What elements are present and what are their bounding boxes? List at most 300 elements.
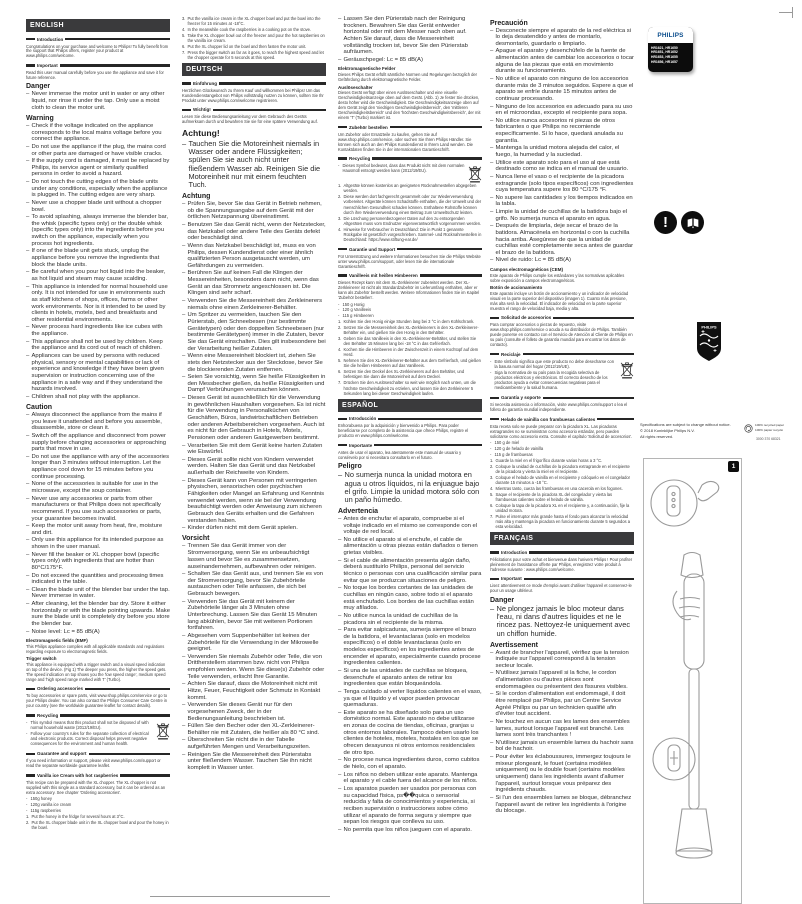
section-heading — [490, 417, 634, 422]
step-number: 4. — [490, 485, 494, 491]
rule-bar — [26, 714, 35, 716]
step-text: Mientras tanto, cueza las frambuesas en una cacerola en los fogones. — [495, 485, 623, 491]
rule-bar — [338, 274, 347, 276]
safety-bullet: – Dieses Gerät ist ausschließlich für die Verwendung in gewöhnlichen Haushalten vorgesehen. Es ist nicht für die Verwendung in Personalküchen von Geschäften, Büros, landwirtschaftlichen Betrieben oder anderen Arbeitsbereichen vorgesehen. Auch ist es nicht für den Gebrauch in Hotels, Motels, Pensionen oder anderen Gastgewerben bestimmt. — [182, 395, 326, 442]
model-numbers — [648, 43, 693, 68]
numbered-step — [182, 50, 326, 60]
paragraph: Si necesita asistencia o información, visite www.philips.com/support o lea el folleto de garantía mundial independiente. — [490, 402, 628, 413]
step-text: Coloque el helado de vainilla en el recipiente y colóquelo en el congelador durante 15 minutos a -18 °C. — [495, 474, 631, 485]
section-heading — [338, 273, 482, 278]
safety-bullet: – If the supply cord is damaged, it must be replaced by Philips, its service agent or similarly qualified persons in order to avoid a hazard. — [26, 158, 170, 178]
recycling-item: - Siga la normativa de su país para la recogida selectiva de productos eléctricos y electrónicos. El correcto desecho de los productos ayuda a evitar consecuencias negativas para el medioambiente y la salud humana. — [490, 370, 617, 390]
rule-bar — [490, 551, 499, 553]
list-item: - 115 g de frambuesas — [490, 452, 634, 457]
step-number: 4. — [182, 27, 186, 33]
safety-bullet: – Si le cordon d'alimentation est endommagé, il doit être remplacé par Philips, par un Centre Service Agréé Philips ou par un technicien qualifié afin d'éviter tout accident. — [490, 691, 634, 718]
sub-heading: Auslöseschalter — [338, 84, 373, 90]
danger-bullet: – Ne plongez jamais le bloc moteur dans l'eau, ni dans d'autres liquides et ne le rincez pas. Nettoyez-le uniquement avec un chiffon humide. — [490, 605, 634, 638]
rule-bar — [543, 397, 634, 399]
safety-bullet: – Ne touchez en aucun cas les lames des ensembles lames, surtout lorsque l'appareil est branché. Les lames sont très tranchantes ! — [490, 719, 634, 739]
safety-bullet: – Para evitar salpicaduras, sumerja siempre el brazo de la batidora, el levantaclaras (solo en modelos específicos) o el doble levantaclaras (solo en modelos específicos) en los ingredientes antes de encender el aparato, especialmente cuando procese ingredientes calientes. — [338, 627, 482, 667]
rule-bar — [26, 64, 35, 66]
safety-bullet: – To avoid splashing, always immerse the blender bar, the whisk (specific types only) or the double whisk (specific types only) into the ingredients before you switch on the appliance, especially when you process hot ingredients. — [26, 214, 170, 247]
step-number: 5. — [182, 33, 186, 39]
step-text: Nehmen Sie den XL-Zerkleinerer-Behälter aus dem Gefrierfach, und gießen Sie die heißen Himbeeren auf das Vanilleeis. — [343, 358, 481, 369]
safety-bullet: – After cleaning, let the blender bar dry. Store it either horizontally or with the blade pointing upwards. Make sure the blade unit is completely dry before you store the blender bar. — [26, 601, 170, 628]
paragraph: Antes de usar el aparato, lea atentamente este manual de usuario y consérvelo por si necesitara consultarlo en el futuro. — [338, 449, 462, 460]
section-heading-label: Ordering accessories — [37, 686, 84, 692]
safety-heading: Avertissement — [490, 641, 538, 649]
safety-bullet: – Mantenga la unidad motora alejada del calor, el fuego, la humedad y la suciedad. — [490, 145, 634, 158]
rule-bar — [26, 688, 35, 690]
rule-bar — [490, 353, 499, 355]
recycling-row — [490, 359, 634, 391]
crop-mark-line — [779, 12, 793, 13]
numbered-step — [338, 380, 482, 395]
crop-mark-line — [792, 7, 793, 18]
paragraph: Enhorabuena por la adquisición y bienvenido a Philips. Para poder beneficiarse por completo de la asistencia que ofrece Philips, registre el producto en www.philips.com/welcome. — [338, 423, 469, 439]
safety-bullet: – No utilice el aparato si el enchufe, el cable de alimentación u otras piezas están dañados o tienen grietas visibles. — [338, 537, 482, 557]
safety-bullet: – Appliances can be used by persons with reduced physical, sensory or mental capabilities or lack of experience and knowledge if they have been given supervision or instruction concerning use of the appliance in a safe way and if they understand the hazards involved. — [26, 353, 170, 393]
figure-number-tab: 1 — [728, 461, 739, 472]
rule-bar — [65, 38, 170, 40]
safety-bullet: – Do not use the appliance with any of the accessories longer than 3 minutes without interruption. Let the appliance cool down for 15 minutes before you continue processing. — [26, 454, 170, 481]
numbered-step — [182, 44, 326, 49]
safety-heading: Achtung — [182, 193, 211, 201]
safety-bullet: – Avant de brancher l'appareil, vérifiez que la tension indiquée sur l'appareil correspond à la tension secteur locale. — [490, 650, 634, 670]
numbered-step — [338, 183, 482, 193]
step-text: Put the vanilla ice cream in the XL chopper bowl and put the bowl into the freezer for 15 minutes at -18°C. — [187, 16, 321, 27]
step-text: Die Löschung personenbezogener Daten auf den zu entsorgenden Altgeräten muss vom Endnutzer eigenverantwortlich vorgenommen werden. — [343, 215, 482, 226]
step-number: 1. — [490, 457, 494, 463]
rule-bar — [490, 418, 499, 420]
safety-bullet: – No utilice nunca la unidad de cuchillas de la picadora sin el recipiente de la misma. — [338, 613, 482, 626]
section-heading — [182, 107, 326, 112]
sub-heading: Botón de accionamiento — [490, 285, 543, 291]
safety-heading: Precaución — [490, 19, 528, 27]
rule-bar — [182, 82, 191, 84]
safety-bullet: – Abgesehen vom Suppenbehälter ist keines der Zubehörteile für die Verwendung in der Mikrowelle geeignet. — [182, 633, 326, 653]
rule-bar — [523, 353, 634, 355]
recycling-items — [490, 359, 617, 391]
safety-bullet: – Never use a chopper blade unit without a chopper bowl. — [26, 200, 170, 213]
safety-bullet: – Nivel de ruido: Lc = 85 dB(A) — [490, 257, 634, 264]
step-text: Put the XL chopper blade unit in the XL chopper bowl and pour the honey in the bowl. — [31, 819, 169, 830]
safety-heading: Warning — [26, 114, 54, 122]
rule-bar — [553, 317, 634, 319]
specs-line: Specifications are subject to change without notice. — [640, 422, 731, 427]
section-heading-label: Recycling — [37, 712, 59, 718]
section-heading-label: Recycling — [349, 156, 371, 162]
list-item: - 150 g de miel — [490, 440, 634, 445]
paragraph: Dieses Rezept kann mit dem XL-Zerkleinerer zubereitet werden. Der XL-Zerkleinerer ist nicht als Standardzubehör im Lieferumfang enthalten, aber er kann als Zubehör bestellt werden. Weitere Informationen finden Sie im Kapitel 'Zubehör bestellen'. — [338, 280, 480, 300]
rule-bar — [529, 551, 634, 553]
sub-heading: Trigger switch — [26, 656, 57, 662]
list-item: - 150g honey — [26, 796, 170, 801]
paragraph: Esta receta solo se puede preparar con la picadora XL. Las picadoras extragrandes no se suministran como accesorio estándar, pero pueden solicitarse como accesorio extra. Consulte el capítulo 'Solicitud de accesorios'. — [490, 423, 633, 439]
paragraph: Este aparato de Philips cumple los estándares y las normativas aplicables sobre exposición a campos electromagnéticos. — [490, 272, 625, 283]
section-heading — [26, 686, 170, 691]
rule-bar — [420, 274, 482, 276]
rule-bar — [26, 38, 35, 40]
safety-bullet: – Tenga cuidado al verter líquidos calientes en el vaso, ya que el líquido y el vapor pueden provocar quemaduras. — [338, 689, 482, 709]
safety-bullet: – Um Spritzer zu vermeiden, tauchen Sie den Pürierstab, den Schneebesen (nur bestimmte Gerätetypen) oder den doppelten Schneebesen (nur bestimmte Gerätetypen) immer in die Zutaten, bevor Sie das Gerät einschalten. Dies gilt insbesondere bei der Verarbeitung heißer Zutaten. — [182, 312, 326, 352]
section-heading-label: Important — [501, 576, 522, 582]
recycling-items — [26, 720, 153, 747]
rule-bar — [490, 317, 499, 319]
list-item: - 150 g Honig — [338, 302, 482, 307]
rights-line: All rights reserved. — [640, 433, 674, 439]
safety-heading: Caution — [26, 404, 53, 411]
safety-bullet: – Verwenden Sie dieses Gerät nur für den vorgesehenen Zweck, der in der Bedienungsanleitung beschrieben ist. — [182, 702, 326, 722]
step-number: 5. — [338, 358, 342, 364]
section-heading-label: Vanilla ice Cream with hot raspberries — [37, 772, 119, 778]
section-heading — [490, 315, 634, 320]
numbered-step — [26, 820, 170, 830]
safety-bullet: – Do not touch the cutting edges of the blade units under any conditions, especially when the appliance is plugged in. The cutting edges are very sharp. — [26, 179, 170, 199]
rule-bar — [374, 444, 482, 446]
paragraph: If you need information or support, please visit www.philips.com/support or read the separate worldwide guarantee leaflet. — [26, 758, 161, 769]
safety-bullet: – Apague el aparato y desenchúfelo de la fuente de alimentación antes de cambiar los accesorios o tocar alguna de las piezas que está en movimiento durante su funcionamiento. — [490, 48, 634, 75]
safety-heading: Achtung! — [182, 128, 220, 139]
safety-bullet: – Never use any accessories or parts from other manufacturers or that Philips does not specifically recommend. If you use such accessories or parts, your guarantee becomes invalid. — [26, 496, 170, 523]
warning-circle-icon: ! — [654, 211, 677, 234]
safety-bullet: – Verarbeiten Sie mit dem Gerät keine harten Zutaten wie Eiswürfel. — [182, 443, 326, 456]
step-number: 3. — [490, 474, 494, 480]
step-text: Hinweise für Verbraucher in Deutschland: Die in Punkt 1 genannte Rückgabe ist gesetzlich vorgeschrieben. Sammel- und Rücknahmestellen in Deutschland: https://www.stiftung-ear.de/ — [343, 226, 482, 242]
step-text: Put the honey in the fridge for several hours at 3°C. — [31, 813, 125, 819]
safety-bullet: – Desconecte siempre el aparato de la red eléctrica si lo deja desatendido y antes de montarlo, desmontarlo, guardarlo o limpiarlo. — [490, 28, 634, 48]
safety-bullet: – Nunca llene el vaso o el recipiente de la picadora extragrande (solo tipos específicos) con ingredientes cuya temperatura supere los 80 °C/175 °F. — [490, 174, 634, 194]
rule-bar — [490, 578, 499, 580]
section-heading-label: Introduction — [501, 549, 528, 555]
paragraph: Um Zubehör oder Ersatzteile zu kaufen, gehen Sie auf www.shop.philips.com/service, oder suchen Sie Ihren Philips Händler. Sie können sich auch an den Philips Kundendienst in Ihrem Land wenden. Die Kontaktdaten finden Sie in der internationalen Garantieschrift. — [338, 131, 473, 152]
numbered-step — [490, 464, 634, 474]
section-heading-label: Introduction — [37, 36, 64, 42]
safety-bullet: – None of the accessories is suitable for use in the microwave, except the soup container. — [26, 481, 170, 494]
step-number: 1. — [338, 318, 342, 324]
safety-bullet: – No permita que los niños jueguen con el aparato. — [338, 827, 482, 834]
safety-bullet: – Überschreiten Sie nicht die in der Tabelle aufgeführten Mengen und Verarbeitungszeiten. — [182, 737, 326, 750]
step-text: Setzen Sie die Messereinheit des XL-Zerkleinerers in den XL-Zerkleinerer-Behälter ein, und gießen Sie den Honig in den Behälter. — [343, 324, 479, 336]
step-text: In the meanwhile cook the raspberries in a cooking pot on the stove. — [187, 27, 312, 33]
paragraph: Para comprar accesorios o piezas de repuesto, visite www.shop.philips.com/service o acuda a su distribuidor de Philips. También puede ponerse en contacto con el Servicio de Atención al Cliente de Philips en su país (consulte el folleto de garantía mundial para encontrar los datos de contacto). — [490, 322, 633, 348]
safety-bullet: – Ninguno de los accesorios es adecuado para su uso en el microondas, excepto el recipiente para sopa. — [490, 104, 634, 117]
safety-bullet: – Lassen Sie den Pürierstab nach der Reinigung trocknen. Bewahren Sie das Gerät entweder horizontal oder mit dem Messer nach oben auf. Achten Sie darauf, dass die Messereinheit vollständig trocken ist, bevor Sie den Pürierstab aufräumen. — [338, 16, 482, 56]
sub-heading: Elektromagnetische Felder — [338, 66, 396, 72]
step-number: 1. — [26, 813, 30, 819]
section-heading-label: Helado de vainilla con frambuesas calientes — [501, 416, 596, 422]
rule-bar — [490, 397, 499, 399]
weee-bin-icon — [156, 721, 170, 740]
safety-bullet: – Dieses Gerät kann von Personen mit verringerten physischen, sensorischen oder psychischen Fähigkeiten oder Mangel an Erfahrung und Kenntnis verwendet werden, wenn sie bei der Verwendung beaufsichtigt werden oder Anweisung zum sicheren Gebrauch des Geräts erhalten und die Gefahren verstanden haben. — [182, 478, 326, 525]
section-heading-label: Vanilleeis mit heißen Himbeeren — [349, 273, 418, 279]
safety-bullet: – No supere las cantidades y los tiempos indicados en la tabla. — [490, 195, 634, 208]
text-column-3 — [338, 16, 482, 898]
recycling-item: - Dieses Symbol bedeutet, dass das Produkt nicht mit dem normalen Hausmüll entsorgt werden kann (2012/19/EU). — [338, 163, 465, 173]
rule-bar — [89, 753, 170, 755]
rule-bar — [120, 774, 170, 776]
safety-bullet: – Seien Sie vorsichtig, wenn Sie heiße Flüssigkeiten in den Messbecher gießen, da heiße Flüssigkeiten und Dampf Verbrühungen verursachen können. — [182, 374, 326, 394]
list-item: - 120 g Vanilleeis — [338, 307, 482, 312]
section-heading — [26, 63, 170, 68]
safety-heading: Danger — [490, 596, 515, 604]
step-text: Put the XL chopper lid on the bowl and then fasten the motor unit. — [187, 44, 307, 50]
step-text: Kühlen Sie den Honig einige Stunden lang bei 3 °C in dem Kühlschrank. — [343, 318, 475, 324]
safety-bullet: – Schalten Sie das Gerät aus, und trennen Sie es von der Stromversorgung, bevor Sie Zubehörteile austauschen oder Teile anfassen, die sich bei Gebrauch bewegen. — [182, 571, 326, 598]
safety-bullet: – Wenn eine Messereinheit blockiert ist, ziehen Sie stets den Netzstecker aus der Steckdose, bevor Sie die blockierenden Zutaten entfernen. — [182, 353, 326, 373]
section-heading-label: Garantía y soporte — [501, 395, 541, 401]
recycling-row — [338, 163, 482, 183]
safety-bullet: – N'utilisez jamais l'appareil si la fiche, le cordon d'alimentation ou d'autres pièces sont endommagées ou présentent des fissures visibles. — [490, 670, 634, 690]
step-text: Press the bigger switch as far as it goes, to reach the highest speed and let the chopper operate for 5 seconds at this speed. — [187, 50, 324, 61]
step-number: 3. — [182, 16, 186, 21]
safety-bullet: – Este aparato se ha diseñado solo para un uso doméstico normal. Este aparato no debe utilizarse en zonas de cocina de tiendas, oficinas, granjas u otros entornos laborales. Tampoco deben usarlo los clientes de hoteles, moteles, hostales en los que se ofrecen desayunos ni otros entornos residenciales de otro tipo. — [338, 710, 482, 757]
step-text: Setzen Sie den Deckel des XL-Zerkleinerers auf den Behälter, und befestigen Sie dann die Motoreinheit auf dem Deckel. — [343, 369, 465, 380]
hand-blender-drawing — [644, 459, 741, 903]
safety-bullet: – Kinder dürfen nicht mit dem Gerät spielen. — [182, 525, 326, 532]
section-heading — [490, 352, 634, 357]
safety-bullet: – Si l'un des ensembles lames se bloque, débranchez l'appareil avant de retirer les ingrédients à l'origine du blocage. — [490, 795, 634, 815]
numbered-step — [338, 227, 482, 242]
numbered-step — [490, 475, 634, 485]
safety-bullet: – Never immerse the motor unit in water or any other liquid, nor rinse it under the tap. Only use a moist cloth to clean the motor unit. — [26, 91, 170, 111]
text-column-1 — [26, 16, 170, 898]
weee-bin-icon — [468, 164, 482, 183]
language-header-deutsch: DEUTSCH — [182, 63, 326, 76]
section-heading — [338, 416, 482, 421]
safety-bullet: – Dieses Gerät sollte nicht von Kindern verwendet werden. Halten Sie das Gerät und das Netzkabel außerhalb der Reichweite von Kindern. — [182, 457, 326, 477]
model-line: HR1653, HR1655 — [651, 55, 678, 60]
safety-bullet: – Si el cable de alimentación presenta algún daño, deberá sustituirlo Philips, personal del servicio técnico o personas con una cualificación similar para evitar que se produzcan situaciones de peligro. — [338, 558, 482, 585]
list-item: - 115 g Himbeeren — [338, 313, 482, 318]
rule-bar — [338, 444, 347, 446]
step-text: Pulse el interruptor más grande hasta el fondo para alcanzar la velocidad más alta y mantenga la picadora en funcionamiento durante 5 segundos a esta velocidad. — [495, 514, 631, 530]
section-heading-label: Einführung — [193, 80, 217, 86]
weee-bin-icon — [620, 360, 634, 379]
step-number: 2. — [490, 463, 494, 469]
paragraph: Félicitations pour votre achat et bienvenue dans l'univers Philips ! Pour profiter pleinement de l'assistance offerte par Philips, enregistrez votre produit à l'adresse suivante : www.philips.com/welcome. — [490, 556, 633, 572]
rule-bar — [378, 418, 482, 420]
safety-heading: Vorsicht — [182, 535, 210, 543]
step-text: Altgeräte können kostenlos an geeigneten Rücknahmestellen abgegeben werden. — [343, 183, 477, 194]
numbered-step — [338, 325, 482, 335]
section-heading-label: Important — [37, 62, 58, 68]
safety-bullet: – Benutzen Sie das Gerät nicht, wenn der Netzstecker, das Netzkabel oder andere Teile des Geräts defekt oder beschädigt sind. — [182, 222, 326, 242]
step-text: Guarde la miel en el frigorífico durante varias horas a 3 °C. — [495, 457, 603, 463]
text-column-2 — [182, 16, 326, 898]
paragraph: Lisez attentivement ce mode d'emploi avant d'utiliser l'appareil et conservez-le pour un usage ultérieur. — [490, 583, 632, 594]
step-text: Drücken Sie den Auslöseschalter so weit wie möglich nach unten, um die höchste Geschwindigkeit zu erzielen, und lassen Sie den Zerkleinerer 5 Sekunden lang bei dieser Geschwindigkeit laufen. — [343, 380, 476, 396]
paragraph: Lesen Sie diese Bedienungsanleitung vor dem Gebrauch des Geräts aufmerksam durch und bewahren Sie sie für eine spätere Verwendung auf. — [182, 114, 318, 125]
numbered-step — [490, 514, 634, 529]
section-heading — [338, 443, 482, 448]
safety-bullet: – Always disconnect the appliance from the mains if you leave it unattended and before you assemble, disassemble, store or clean it. — [26, 412, 170, 432]
numbered-step — [338, 216, 482, 226]
step-number: 7. — [338, 380, 342, 386]
section-heading — [182, 81, 326, 86]
safety-bullet: – Never fill the beaker or XL chopper bowl (specific types only) with ingredients that are hotter than 80°C/175°F. — [26, 552, 170, 572]
paragraph: To buy accessories or spare parts, visit www.shop.philips.com/service or go to your Philips dealer. You can also contact the Philips Consumer Care Centre in your country (see the worldwide guarantee leaflet for contact details). — [26, 693, 168, 709]
safety-bullet: – N'utilisez jamais un ensemble lames du hachoir sans bol de hachoir. — [490, 740, 634, 753]
safety-bullet: – Geräuschpegel: Lc = 85 dB(A) — [338, 57, 482, 64]
numbered-step — [338, 336, 482, 346]
list-item: - 115g raspberries — [26, 808, 170, 813]
section-heading — [26, 713, 170, 718]
section-heading — [338, 156, 482, 161]
section-heading-label: Solicitud de accesorios — [501, 315, 552, 321]
print-crop-mark — [779, 7, 797, 19]
safety-bullet: – Trennen Sie das Gerät immer von der Stromversorgung, wenn Sie es unbeaufsichtigt lassen und bevor Sie es zusammensetzen, auseinandernehmen, aufbewahren oder reinigen. — [182, 543, 326, 570]
rule-bar — [524, 578, 634, 580]
sub-heading: Electromagnetic fields (EMF) — [26, 638, 88, 644]
svg-text:PHILIPS: PHILIPS — [701, 324, 717, 330]
safety-bullet: – Utilice este aparato solo para el uso al que está destinado como se indica en el manual de usuario. — [490, 160, 634, 173]
safety-bullet: – Verwenden Sie die Messereinheit des Zerkleinerers niemals ohne einen Zerkleinerer-Behälter. — [182, 298, 326, 311]
section-heading-label: Importante — [349, 442, 373, 448]
numbered-step — [490, 503, 634, 513]
safety-heading: Advertencia — [338, 507, 379, 515]
safety-bullet: – Pour éviter les éclaboussures, immergez toujours le mixeur plongeant, le fouet (certains modèles uniquement) ou le double fouet (certains modèles uniquement) dans les ingrédients avant d'allumer l'appareil, surtout lorsque vous préparez des ingrédients chauds. — [490, 754, 634, 794]
numbered-step — [490, 486, 634, 491]
language-header-english: ENGLISH — [26, 19, 170, 32]
language-header-espa-ol: ESPAÑOL — [338, 399, 482, 412]
sub-heading: Campos electromagnéticos (CEM) — [490, 266, 564, 272]
section-heading — [490, 395, 634, 400]
rule-bar — [338, 418, 347, 420]
step-text: Kochen Sie die Himbeeren in der Zwischenzeit in einem Kochtopf auf dem Herd. — [343, 347, 479, 358]
safety-bullet: – Check if the voltage indicated on the appliance corresponds to the local mains voltage before you connect the appliance. — [26, 123, 170, 143]
rule-bar — [338, 126, 347, 128]
safety-bullet: – Reinigen Sie die Messereinheit des Pürierstabs unter fließendem Wasser. Tauchen Sie ihn nicht komplett in Wasser unter. — [182, 752, 326, 772]
specifications-note — [640, 422, 744, 439]
section-heading — [338, 125, 482, 130]
safety-bullet: – Noise level: Lc = 85 dB(A) — [26, 629, 170, 636]
section-heading-label: Introducción — [349, 416, 377, 422]
safety-bullet: – Después de limpiarla, deje secar el brazo de la batidora. Almacénela en horizontal o con la cuchilla hacia arriba. Asegúrese de que la unidad de cuchillas esté completamente seca antes de guardar el brazo de la batidora. — [490, 223, 634, 256]
safety-bullet: – Wenn das Netzkabel beschädigt ist, muss es von Philips, dessen Kundendienst oder einer ähnlich qualifizierten Person ausgetauscht werden, um Gefährdungen zu vermeiden. — [182, 243, 326, 270]
model-line: HR1621, HR1650 — [651, 45, 678, 50]
paragraph: This appliance is equipped with a trigger switch and a visual speed indication on top of the device. (Fig 1) The deeper you press, the higher the speed gets. The speed indication on top shows you the 'low speed range', medium speed range and 'high speed range marked with T' (Turbo). — [26, 662, 167, 682]
safety-bullet: – No toque los bordes cortantes de las unidades de cuchillas en ningún caso, sobre todo si el aparato está enchufado. Los bordes de las cuchillas están muy afilados. — [338, 585, 482, 612]
paragraph: Für Unterstützung und weitere Informationen besuchen Sie die Philips Website unter www.philips.com/support, oder lesen Sie die internationale Garantieschrift. — [338, 253, 481, 269]
paragraph: Dieses Philips Gerät erfüllt sämtliche Normen und Regelungen bezüglich der Gefährdung durch elektromagnetische Felder. — [338, 71, 478, 82]
safety-bullet: – Only use this appliance for its intended purpose as shown in the user manual. — [26, 537, 170, 550]
section-heading-label: Guarantee and support — [37, 751, 87, 757]
step-number: 5. — [490, 491, 494, 497]
safety-heading: Danger — [26, 83, 51, 91]
step-number: 7. — [490, 514, 494, 520]
safety-bullet: – No utilice el aparato con ninguno de los accesorios durante más de 3 minutos seguidos. Espere a que el aparato se enfríe durante 15 minutos antes de continuar procesando. — [490, 76, 634, 103]
rule-bar — [85, 688, 170, 690]
safety-bullet: – If one of the blade unit gets stuck, unplug the appliance before you remove the ingredients that block the blade units. — [26, 248, 170, 268]
list-item: - 120 g de helado de vainilla — [490, 446, 634, 451]
numbered-step — [26, 814, 170, 819]
safety-bullet: – Los aparatos pueden ser usados por personas con su capacidad física, ps��quica o sensorial reducida y falta de conocimientos y experiencia, si reciben supervisión o instrucciones sobre cómo utilizar el aparato de forma segura y siempre que sepan los riesgos que conlleva su uso. — [338, 786, 482, 826]
safety-bullet: – Never process hard ingredients like ice cubes with the appliance. — [26, 324, 170, 337]
paragraph: Read this user manual carefully before you use the appliance and save it for future reference. — [26, 69, 164, 80]
rule-bar — [390, 126, 482, 128]
safety-bullet: – Be careful when you pour hot liquid into the beaker, as hot liquid and steam may cause scalding. — [26, 269, 170, 282]
rule-bar — [60, 714, 170, 716]
recycling-item: - Este símbolo significa que este producto no debe desecharse con la basura normal del hogar (2012/19/UE). — [490, 359, 617, 369]
step-number: 2. — [338, 324, 342, 330]
paragraph: Dieses Gerät verfügt über einen Auslöseschalter und eine visuelle Geschwindigkeitsanzeige oben auf dem Gerät. (Abb. 1) Je fester Sie drücken, desto höher wird die Geschwindigkeit. Die Geschwindigkeitsanzeige oben auf dem Gerät zeigt den 'niedrigen Geschwindigkeitsbereich', den 'mittleren Geschwindigkeitsbereich' und den 'höchsten Geschwindigkeitsbereich', der mit einem 'T' (Turbo) markiert ist. — [338, 90, 481, 121]
step-number: 4. — [338, 226, 342, 232]
figure-1-illustration — [643, 458, 742, 904]
rule-bar — [60, 64, 170, 66]
rule-bar — [397, 248, 482, 250]
danger-bullet: – Tauchen Sie die Motoreinheit niemals in Wasser oder andere Flüssigkeiten; spülen Sie sie auch nicht unter fließendem Wasser ab. Reinigen Sie die Motoreinheit nur mit einem feuchten Tuch. — [182, 140, 326, 190]
safety-bullet: – Clean the blade unit of the blender bar under the tap. Never immerse in water. — [26, 587, 170, 600]
paragraph: Congratulations on your purchase and welcome to Philips! To fully benefit from the support that Philips offers, register your product at www.philips.com/welcome. — [26, 43, 169, 59]
copyright-line: © 2018 Koninklijke Philips N.V. — [640, 427, 695, 433]
step-number: 6. — [182, 44, 186, 50]
step-number: 2. — [26, 819, 30, 825]
safety-bullet: – Prüfen Sie, bevor Sie das Gerät in Betrieb nehmen, ob die Spannungsangabe auf dem Gerät mit der örtlichen Netzspannung übereinstimmt. — [182, 201, 326, 221]
safety-bullet: – Do not use the appliance if the plug, the mains cord or other parts are damaged or have visible cracks. — [26, 144, 170, 157]
step-number: 3. — [338, 336, 342, 342]
philips-wordmark: PHILIPS — [648, 27, 693, 43]
numbered-step — [338, 319, 482, 324]
list-item: - 120g vanilla ice cream — [26, 802, 170, 807]
step-text: Geben Sie das Vanilleeis in den XL-Zerkleinerer-Behälter, und stellen Sie den Behälter 15 Minuten lang bei -18 °C in das Gefrierfach. — [343, 336, 477, 347]
safety-bullet: – Verwenden Sie niemals Zubehör oder Teile, die von Drittherstellern stammen bzw. nicht von Philips empfohlen werden. Wenn Sie diese(s) Zubehör oder Teile verwenden, erlischt Ihre Garantie. — [182, 654, 326, 681]
numbered-step — [338, 194, 482, 214]
document-code: 3000 370 68321 — [756, 437, 781, 441]
recycling-item: - This symbol means that this product shall not be disposed of with normal household waste (2012/19/EU). — [26, 720, 153, 730]
step-text: Saque el recipiente de la picadora XL del congelador y vierta las frambuesas calientes sobre el helado de vainilla. — [495, 491, 613, 503]
recycling-section — [490, 352, 634, 391]
recycled-paper-note — [744, 423, 800, 433]
danger-bullet: – No sumerja nunca la unidad motora en agua u otros líquidos, ni la enjuague bajo el grifo. Limpie la unidad motora sólo con un paño húmedo. — [338, 471, 482, 504]
paragraph: This Philips appliance complies with all applicable standards and regulations regarding exposure to electromagnetic fields. — [26, 643, 165, 654]
rule-bar — [26, 774, 35, 776]
section-heading — [26, 37, 170, 42]
safety-bullet: – Berühren Sie auf keinen Fall die Klingen der Messereinheiten, besonders dann nicht, wenn das Gerät an das Stromnetz angeschlossen ist. Die Klingen sind sehr scharf. — [182, 270, 326, 297]
safety-bullet: – No utilice nunca accesorios ni piezas de otros fabricantes o que Philips no recomiende específicamente. Si lo hace, quedará anulada su garantía. — [490, 118, 634, 145]
safety-bullet: – This appliance shall not be used by children. Keep the appliance and its cord out of reach of children. — [26, 339, 170, 352]
rule-bar — [26, 753, 35, 755]
numbered-step — [338, 369, 482, 379]
section-heading-label: Garantie und Support — [349, 246, 396, 252]
step-text: Coloque la tapa de la picadora XL en el recipiente y, a continuación, fije la unidad motora. — [495, 503, 630, 514]
recycling-section — [26, 713, 170, 747]
rule-bar — [338, 248, 347, 250]
paragraph: Este aparato incluye un botón de accionamiento y un indicador de velocidad visual en la parte superior del dispositivo (imagen 1). Cuanto más presione, más alta será la velocidad. El indicador de velocidad en la parte superior muestra el rango de velocidad baja, media y alta. — [490, 290, 629, 311]
recycling-item: - Follow your country's rules for the separate collection of electrical and electronic products. Correct disposal helps prevent negative consequences for the environment and human health. — [26, 731, 153, 746]
section-heading-label: Wichtig! — [193, 107, 211, 113]
paragraph: This recipe can be prepared with the XL chopper. The XL chopper is not supplied with this single as a standard accessory, but it can be ordered as an extra accessory. See chapter 'Ordering accessories'. — [26, 779, 166, 795]
step-number: 6. — [338, 369, 342, 375]
section-heading — [26, 773, 170, 778]
step-number: 4. — [338, 347, 342, 353]
numbered-step — [490, 492, 634, 502]
safety-bullet: – Keep the motor unit away from heat, fire, moisture and dirt. — [26, 523, 170, 536]
step-text: Diese werden dort fachgerecht gesammelt oder zur Wiederverwendung vorbereitet. Altgeräte können Schadstoffe enthalten, die der Umwelt und der menschlichen Gesundheit schaden können. Enthaltene Rohstoffe können durch ihre Wiederverwendung einen Beitrag zum Umweltschutz leisten. — [343, 194, 482, 215]
section-heading — [338, 247, 482, 252]
read-manual-icon — [681, 211, 704, 234]
numbered-step — [338, 347, 482, 357]
recycling-section — [338, 156, 482, 183]
philips-logo-card — [648, 27, 693, 72]
safety-bullet: – Si una de las unidades de cuchillas se bloquea, desenchufe el aparato antes de retirar los ingredientes que están bloqueándola. — [338, 668, 482, 688]
rule-bar — [213, 109, 326, 111]
safety-heading: Peligro — [338, 463, 362, 471]
rule-bar — [372, 157, 482, 159]
recycle-icon — [744, 424, 753, 433]
section-heading-label: Reciclaje — [501, 351, 521, 357]
